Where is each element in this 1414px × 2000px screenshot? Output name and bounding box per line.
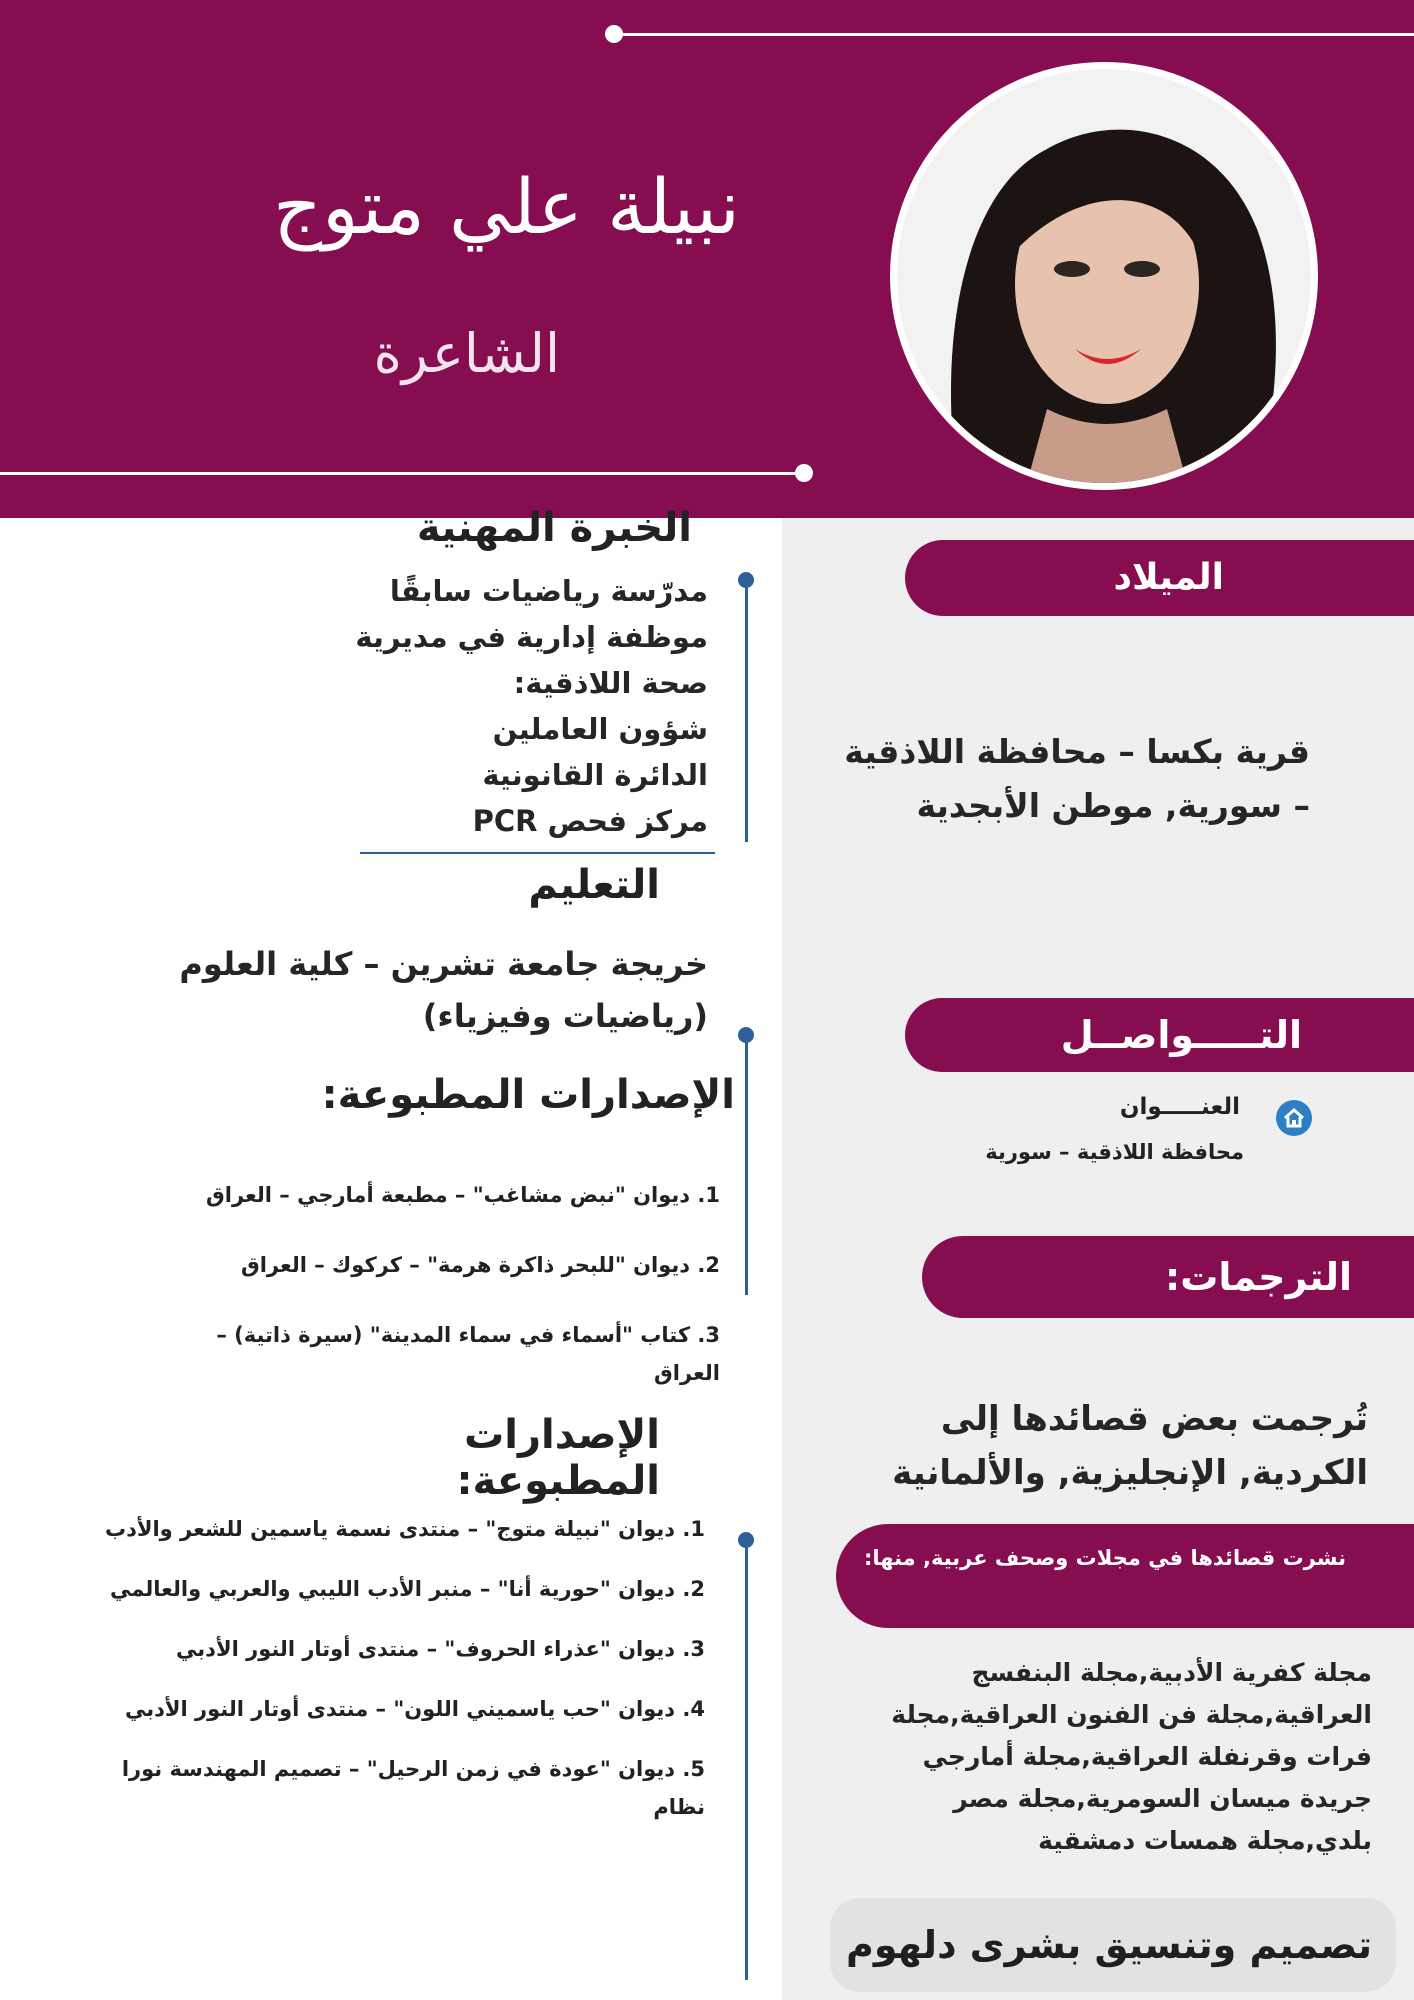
header-top-dot [605, 25, 623, 43]
address-label: العنـــــوان [1119, 1094, 1240, 1120]
birth-line: قرية بكسا – محافظة اللاذقية [844, 732, 1310, 771]
timeline-dot [738, 1532, 754, 1548]
translations-text [840, 1392, 1368, 1500]
published-line: العراقية,مجلة فن الفنون العراقية,مجلة [891, 1700, 1372, 1729]
experience-line: الدائرة القانونية [482, 758, 708, 792]
timeline-experience [745, 580, 748, 842]
birth-text [790, 725, 1310, 833]
published-line: فرات وقرنفلة العراقية,مجلة أمارجي [922, 1742, 1372, 1771]
published-line: جريدة ميسان السومرية,مجلة مصر [953, 1784, 1372, 1813]
section-divider [360, 852, 715, 854]
experience-line: مركز فحص PCR [472, 804, 708, 838]
timeline-dot [738, 1027, 754, 1043]
experience-line: مدرّسة رياضيات سابقًا [389, 574, 708, 608]
experience-line: صحة اللاذقية: [513, 666, 708, 700]
timeline-dot [738, 572, 754, 588]
printed2-item: 5. ديوان "عودة في زمن الرحيل" – تصميم المهندسة نورا نظام [121, 1757, 705, 1819]
header-bottom-dot [795, 464, 813, 482]
birth-pill: الميلاد [905, 540, 1414, 616]
published-line: مجلة كفرية الأدبية,مجلة البنفسج [971, 1658, 1372, 1687]
education-text [120, 938, 708, 1042]
printed2-heading: الإصدارات المطبوعة: [456, 1412, 660, 1504]
translations-pill: الترجمات: [922, 1236, 1414, 1318]
education-line: (رياضيات وفيزياء) [422, 997, 708, 1035]
experience-heading: الخبرة المهنية [416, 505, 692, 551]
experience-list [250, 568, 708, 844]
published-text [860, 1652, 1372, 1862]
timeline-printed-2 [745, 1540, 748, 1980]
published-line: بلدي,مجلة همسات دمشقية [1038, 1826, 1372, 1855]
translations-line: الكردية, الإنجليزية, والألمانية [892, 1453, 1368, 1493]
experience-line: شؤون العاملين [492, 712, 708, 746]
person-name: نبيلة علي متوج [272, 162, 740, 251]
experience-line: موظفة إدارية في مديرية [355, 620, 708, 654]
birth-line: – سورية, موطن الأبجدية [916, 786, 1310, 825]
printed-item: 3. كتاب "أسماء في سماء المدينة" (سيرة ذاتية) – العراق [216, 1323, 720, 1385]
printed2-item: 3. ديوان "عذراء الحروف" – منتدى أوتار النور الأدبي [176, 1637, 705, 1661]
printed2-item: 2. ديوان "حورية أنا" – منبر الأدب الليبي والعربي والعالمي [110, 1577, 705, 1601]
contact-pill: التـــــواصــل [905, 998, 1414, 1072]
published-pill: نشرت قصائدها في مجلات وصحف عربية, منها: [836, 1524, 1414, 1628]
printed-heading: الإصدارات المطبوعة: [321, 1072, 735, 1118]
printed2-item: 4. ديوان "حب ياسميني اللون" – منتدى أوتار النور الأدبي [124, 1697, 705, 1721]
header-bottom-line [0, 472, 805, 475]
printed-list [150, 1176, 720, 1392]
design-credit: تصميم وتنسيق بشرى دلهوم [830, 1898, 1396, 1992]
printed-item: 2. ديوان "للبحر ذاكرة هرمة" – كركوك – العراق [240, 1253, 720, 1277]
education-heading: التعليم [528, 862, 660, 908]
person-title: الشاعرة [373, 322, 560, 385]
translations-line: تُرجمت بعض قصائدها إلى [940, 1399, 1368, 1439]
profile-photo [890, 62, 1318, 490]
home-icon [1276, 1100, 1312, 1136]
address-value: محافظة اللاذقية – سورية [985, 1140, 1244, 1164]
header-top-line [615, 33, 1414, 36]
printed2-list [80, 1510, 705, 1826]
printed2-item: 1. ديوان "نبيلة متوج" – منتدى نسمة ياسمين للشعر والأدب [104, 1517, 705, 1541]
timeline-printed [745, 1035, 748, 1295]
printed-item: 1. ديوان "نبض مشاغب" – مطبعة أمارجي – العراق [205, 1183, 720, 1207]
education-line: خريجة جامعة تشرين – كلية العلوم [179, 945, 708, 983]
